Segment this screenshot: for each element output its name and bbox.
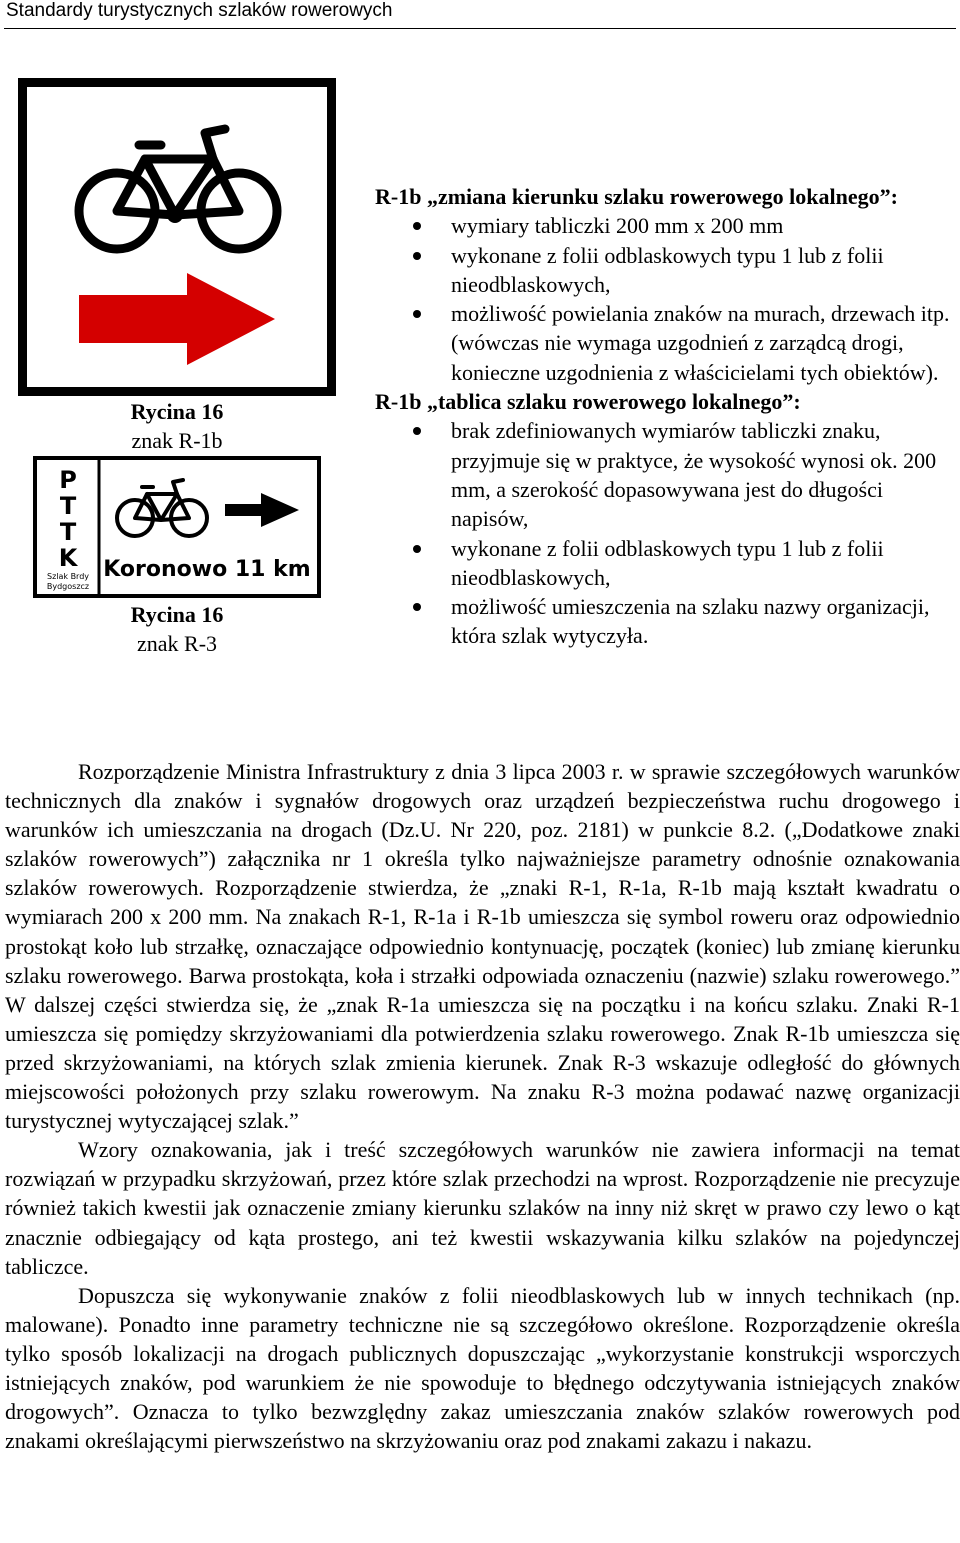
list-item <box>375 534 960 593</box>
sign-r1b-graphic <box>27 87 327 387</box>
bullet-icon <box>413 427 421 435</box>
arrow-right-icon <box>79 273 275 365</box>
sign-r3-letter-t2: T <box>59 518 77 546</box>
sign-r3-letter-t1: T <box>59 492 77 520</box>
list-item <box>375 241 960 300</box>
sign-r3-letter-k: K <box>58 544 78 572</box>
section2-title: R-1b „tablica szlaku rowerowego lokalnego”: <box>375 389 801 415</box>
bullet-icon <box>413 545 421 553</box>
caption-r1b-sub: znak R-1b <box>131 428 223 453</box>
bullet-icon <box>413 252 421 260</box>
page-header-title: Standardy turystycznych szlaków rowerowych <box>6 0 393 21</box>
sign-r1b <box>18 78 336 396</box>
section1-list <box>375 211 960 387</box>
list-item <box>375 416 960 533</box>
caption-r3-title: Rycina 16 <box>130 602 224 627</box>
body-text <box>5 757 960 1455</box>
caption-r1b <box>77 397 277 455</box>
bicycle-icon <box>79 129 277 249</box>
caption-r3 <box>77 600 277 658</box>
bicycle-crank-icon <box>167 207 183 223</box>
caption-r1b-title: Rycina 16 <box>130 399 224 424</box>
bullet-icon <box>413 603 421 611</box>
caption-r3-sub: znak R-3 <box>136 631 218 656</box>
list-item <box>375 211 960 240</box>
sign-r3-destination: Koronowo 11 km <box>103 557 311 582</box>
section1-title: R-1b „zmiana kierunku szlaku rowerowego lokalnego”: <box>375 184 898 209</box>
arrow-right-icon <box>225 493 299 527</box>
sign-r3-graphic <box>37 460 317 594</box>
list-item-text: brak zdefiniowanych wymiarów tabliczki znaku, przyjmuje się w praktyce, że wysokość wynosi ok. 200 mm, a szerokość dopasowywana jest do długości napisów, <box>451 418 937 532</box>
header-divider <box>4 28 956 29</box>
sign-r3 <box>33 456 321 598</box>
list-item-text: wykonane z folii odblaskowych typu 1 lub z folii nieodblaskowych, <box>451 242 884 297</box>
body-paragraph-3: Dopuszcza się wykonywanie znaków z folii nieodblaskowych lub w innych technikach (np. malowane). Ponadto inne parametry techniczne nie są szczegółowo określone. Rozporządzenie określa tylko sposób lokalizacji na drogach publicznych dopuszczając „wykorzystanie konstrukcji wsporczych istniejących znaków, pod warunkiem że nie spowoduje to błędnego odczytywania istniejących znaków drogowych”. Oznacza to tylko bezwzględny zakaz umieszczania znaków szlaków rowerowych pod znakami określającymi pierwszeństwo na skrzyżowaniu oraz pod znakami zakazu i nakazu. <box>5 1282 960 1454</box>
list-item <box>375 592 960 651</box>
sign-r3-org-line2: Bydgoszcz <box>46 582 90 591</box>
bicycle-icon <box>117 480 207 536</box>
list-item-text: możliwość powielania znaków na murach, drzewach itp. (wówczas nie wymaga uzgodnień z zarządcą drogi, konieczne uzgodnienia z właścicielami tych obiektów). <box>451 301 950 385</box>
list-item-text: wykonane z folii odblaskowych typu 1 lub z folii nieodblaskowych, <box>451 535 884 590</box>
sign-specs <box>375 182 960 651</box>
list-item-text: możliwość umieszczenia na szlaku nazwy organizacji, która szlak wytyczyła. <box>451 594 930 649</box>
bullet-icon <box>413 310 421 318</box>
sign-r3-org-line1: Szlak Brdy <box>46 572 90 581</box>
body-paragraph-2: Wzory oznakowania, jak i treść szczegółowych warunków nie zawiera informacji na temat rozwiązań w przypadku skrzyżowań, przez które szlak przechodzi na wprost. Rozporządzenie nie precyzuje również takich kwestii jak oznaczenie zmiany kierunku szlaków na inny niż skręt w prawo czy lewo o kąt znacznie odbiegający od kąta prostego, ani też kwestii wskazywania kilku szlaków na pojedynczej tabliczce. <box>5 1137 960 1279</box>
sign-r3-letter-p: P <box>59 466 77 494</box>
body-paragraph-1: Rozporządzenie Ministra Infrastruktury z dnia 3 lipca 2003 r. w sprawie szczegółowych warunków technicznych dla znaków i sygnałów drogowych oraz urządzeń bezpieczeństwa ruchu drogowego i warunków ich umieszczania na drogach (Dz.U. Nr 220, poz. 2181) w punkcie 8.2. („Dodatkowe znaki szlaków rowerowych”) załącznika nr 1 określa tylko najważniejsze parametry odnośnie oznakowania szlaków rowerowych. Rozporządzenie stwierdza, że „znaki R-1, R-1a, R-1b mają kształt kwadratu o wymiarach 200 x 200 mm. Na znakach R-1, R-1a i R-1b umieszcza się symbol roweru oraz odpowiednio prostokąt koło lub strzałkę, oznaczające odpowiednio kontynuację, początek (koniec) lub zmianę kierunku szlaku rowerowego. Barwa prostokąta, koła i strzałki odpowiada oznaczeniu (nazwie) szlaku rowerowego.” W dalszej części stwierdza się, że „znak R-1a umieszcza się na początku i na końcu szlaku. Znaki R-1 umieszcza się pomiędzy skrzyżowaniami dla potwierdzenia szlaku rowerowego. Znak R-1b umieszcza się przed skrzyżowaniami, na których szlak zmienia kierunek. Znak R-3 wskazuje odległość do głównych miejscowości położonych przy szlaku rowerowym. Na znaku R-3 można podawać nazwę organizacji turystycznej wytyczającej szlak.” <box>5 759 960 1134</box>
section2-list <box>375 416 960 650</box>
list-item-text: wymiary tabliczki 200 mm x 200 mm <box>451 213 784 239</box>
list-item <box>375 299 960 387</box>
bullet-icon <box>413 222 421 230</box>
